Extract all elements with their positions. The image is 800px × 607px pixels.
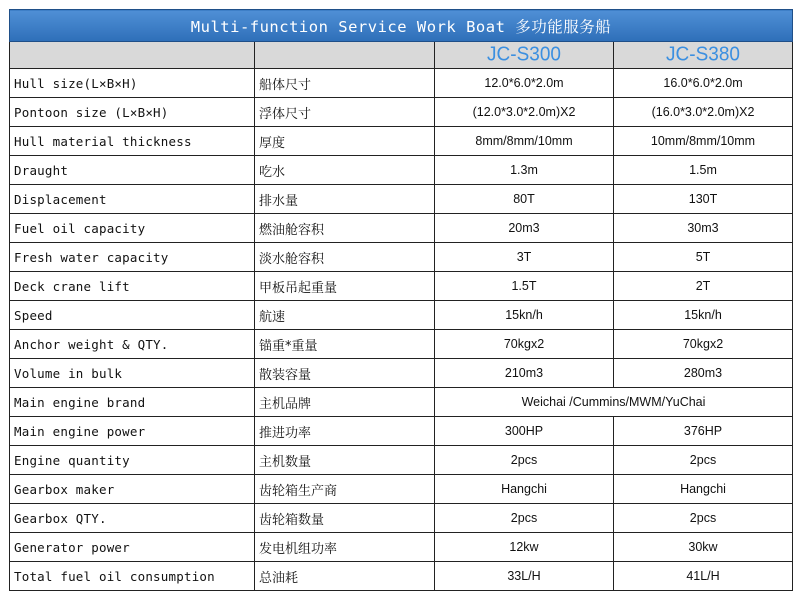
param-name-cn: 燃油舱容积 (255, 214, 435, 243)
param-name-cn: 散装容量 (255, 359, 435, 388)
param-name-en: Total fuel oil consumption (10, 562, 255, 591)
value-jc-s380: 16.0*6.0*2.0m (614, 69, 793, 98)
param-name-cn: 主机品牌 (255, 388, 435, 417)
param-name-en: Anchor weight & QTY. (10, 330, 255, 359)
table-row (10, 185, 793, 214)
value-jc-s300: 210m3 (435, 359, 614, 388)
value-jc-s300: 70kgx2 (435, 330, 614, 359)
param-name-en: Gearbox maker (10, 475, 255, 504)
value-jc-s300: 15kn/h (435, 301, 614, 330)
value-jc-s380: 280m3 (614, 359, 793, 388)
value-jc-s380: 41L/H (614, 562, 793, 591)
value-jc-s380: Hangchi (614, 475, 793, 504)
param-name-en: Hull size(L×B×H) (10, 69, 255, 98)
param-name-en: Pontoon size (L×B×H) (10, 98, 255, 127)
model-header-jc-s300: JC-S300 (435, 42, 614, 69)
param-name-cn: 齿轮箱数量 (255, 504, 435, 533)
param-name-en: Gearbox QTY. (10, 504, 255, 533)
param-name-en: Displacement (10, 185, 255, 214)
param-name-cn: 主机数量 (255, 446, 435, 475)
table-row (10, 127, 793, 156)
value-merged: Weichai /Cummins/MWM/YuChai (435, 388, 793, 417)
table-row (10, 69, 793, 98)
param-name-cn: 甲板吊起重量 (255, 272, 435, 301)
header-blank-en (10, 42, 255, 69)
value-jc-s380: 70kgx2 (614, 330, 793, 359)
table-row (10, 446, 793, 475)
param-name-cn: 船体尺寸 (255, 69, 435, 98)
param-name-en: Main engine power (10, 417, 255, 446)
param-name-cn: 发电机组功率 (255, 533, 435, 562)
header-blank-cn (255, 42, 435, 69)
value-jc-s380: 376HP (614, 417, 793, 446)
value-jc-s300: 33L/H (435, 562, 614, 591)
value-jc-s380: (16.0*3.0*2.0m)X2 (614, 98, 793, 127)
table-row (10, 330, 793, 359)
table-row (10, 504, 793, 533)
param-name-cn: 总油耗 (255, 562, 435, 591)
table-row (10, 562, 793, 591)
param-name-en: Engine quantity (10, 446, 255, 475)
value-jc-s300: 1.3m (435, 156, 614, 185)
value-jc-s300: 8mm/8mm/10mm (435, 127, 614, 156)
table-row (10, 272, 793, 301)
table-row (10, 475, 793, 504)
value-jc-s300: 20m3 (435, 214, 614, 243)
param-name-cn: 齿轮箱生产商 (255, 475, 435, 504)
param-name-cn: 吃水 (255, 156, 435, 185)
table-row (10, 243, 793, 272)
param-name-cn: 排水量 (255, 185, 435, 214)
spec-table (9, 9, 793, 591)
value-jc-s380: 2pcs (614, 446, 793, 475)
param-name-cn: 锚重*重量 (255, 330, 435, 359)
param-name-cn: 淡水舱容积 (255, 243, 435, 272)
param-name-cn: 浮体尺寸 (255, 98, 435, 127)
param-name-en: Speed (10, 301, 255, 330)
value-jc-s300: 80T (435, 185, 614, 214)
param-name-cn: 航速 (255, 301, 435, 330)
table-row (10, 214, 793, 243)
value-jc-s300: 2pcs (435, 504, 614, 533)
value-jc-s300: 300HP (435, 417, 614, 446)
value-jc-s300: 12kw (435, 533, 614, 562)
header-row (10, 42, 793, 69)
value-jc-s300: Hangchi (435, 475, 614, 504)
value-jc-s380: 1.5m (614, 156, 793, 185)
table-row (10, 533, 793, 562)
table-row (10, 417, 793, 446)
value-jc-s300: 1.5T (435, 272, 614, 301)
param-name-en: Generator power (10, 533, 255, 562)
param-name-en: Deck crane lift (10, 272, 255, 301)
value-jc-s300: (12.0*3.0*2.0m)X2 (435, 98, 614, 127)
table-row (10, 388, 793, 417)
value-jc-s380: 5T (614, 243, 793, 272)
table-row (10, 156, 793, 185)
value-jc-s300: 2pcs (435, 446, 614, 475)
value-jc-s380: 2pcs (614, 504, 793, 533)
value-jc-s380: 15kn/h (614, 301, 793, 330)
spec-table-container (9, 9, 792, 591)
value-jc-s380: 30kw (614, 533, 793, 562)
title-row (10, 10, 793, 42)
table-row (10, 98, 793, 127)
param-name-en: Fresh water capacity (10, 243, 255, 272)
param-name-en: Main engine brand (10, 388, 255, 417)
param-name-en: Draught (10, 156, 255, 185)
table-row (10, 301, 793, 330)
table-title: Multi-function Service Work Boat 多功能服务船 (10, 10, 793, 42)
param-name-en: Fuel oil capacity (10, 214, 255, 243)
param-name-en: Hull material thickness (10, 127, 255, 156)
value-jc-s380: 130T (614, 185, 793, 214)
value-jc-s300: 3T (435, 243, 614, 272)
value-jc-s380: 2T (614, 272, 793, 301)
value-jc-s380: 30m3 (614, 214, 793, 243)
model-header-jc-s380: JC-S380 (614, 42, 793, 69)
value-jc-s300: 12.0*6.0*2.0m (435, 69, 614, 98)
table-row (10, 359, 793, 388)
value-jc-s380: 10mm/8mm/10mm (614, 127, 793, 156)
param-name-cn: 厚度 (255, 127, 435, 156)
param-name-cn: 推进功率 (255, 417, 435, 446)
param-name-en: Volume in bulk (10, 359, 255, 388)
